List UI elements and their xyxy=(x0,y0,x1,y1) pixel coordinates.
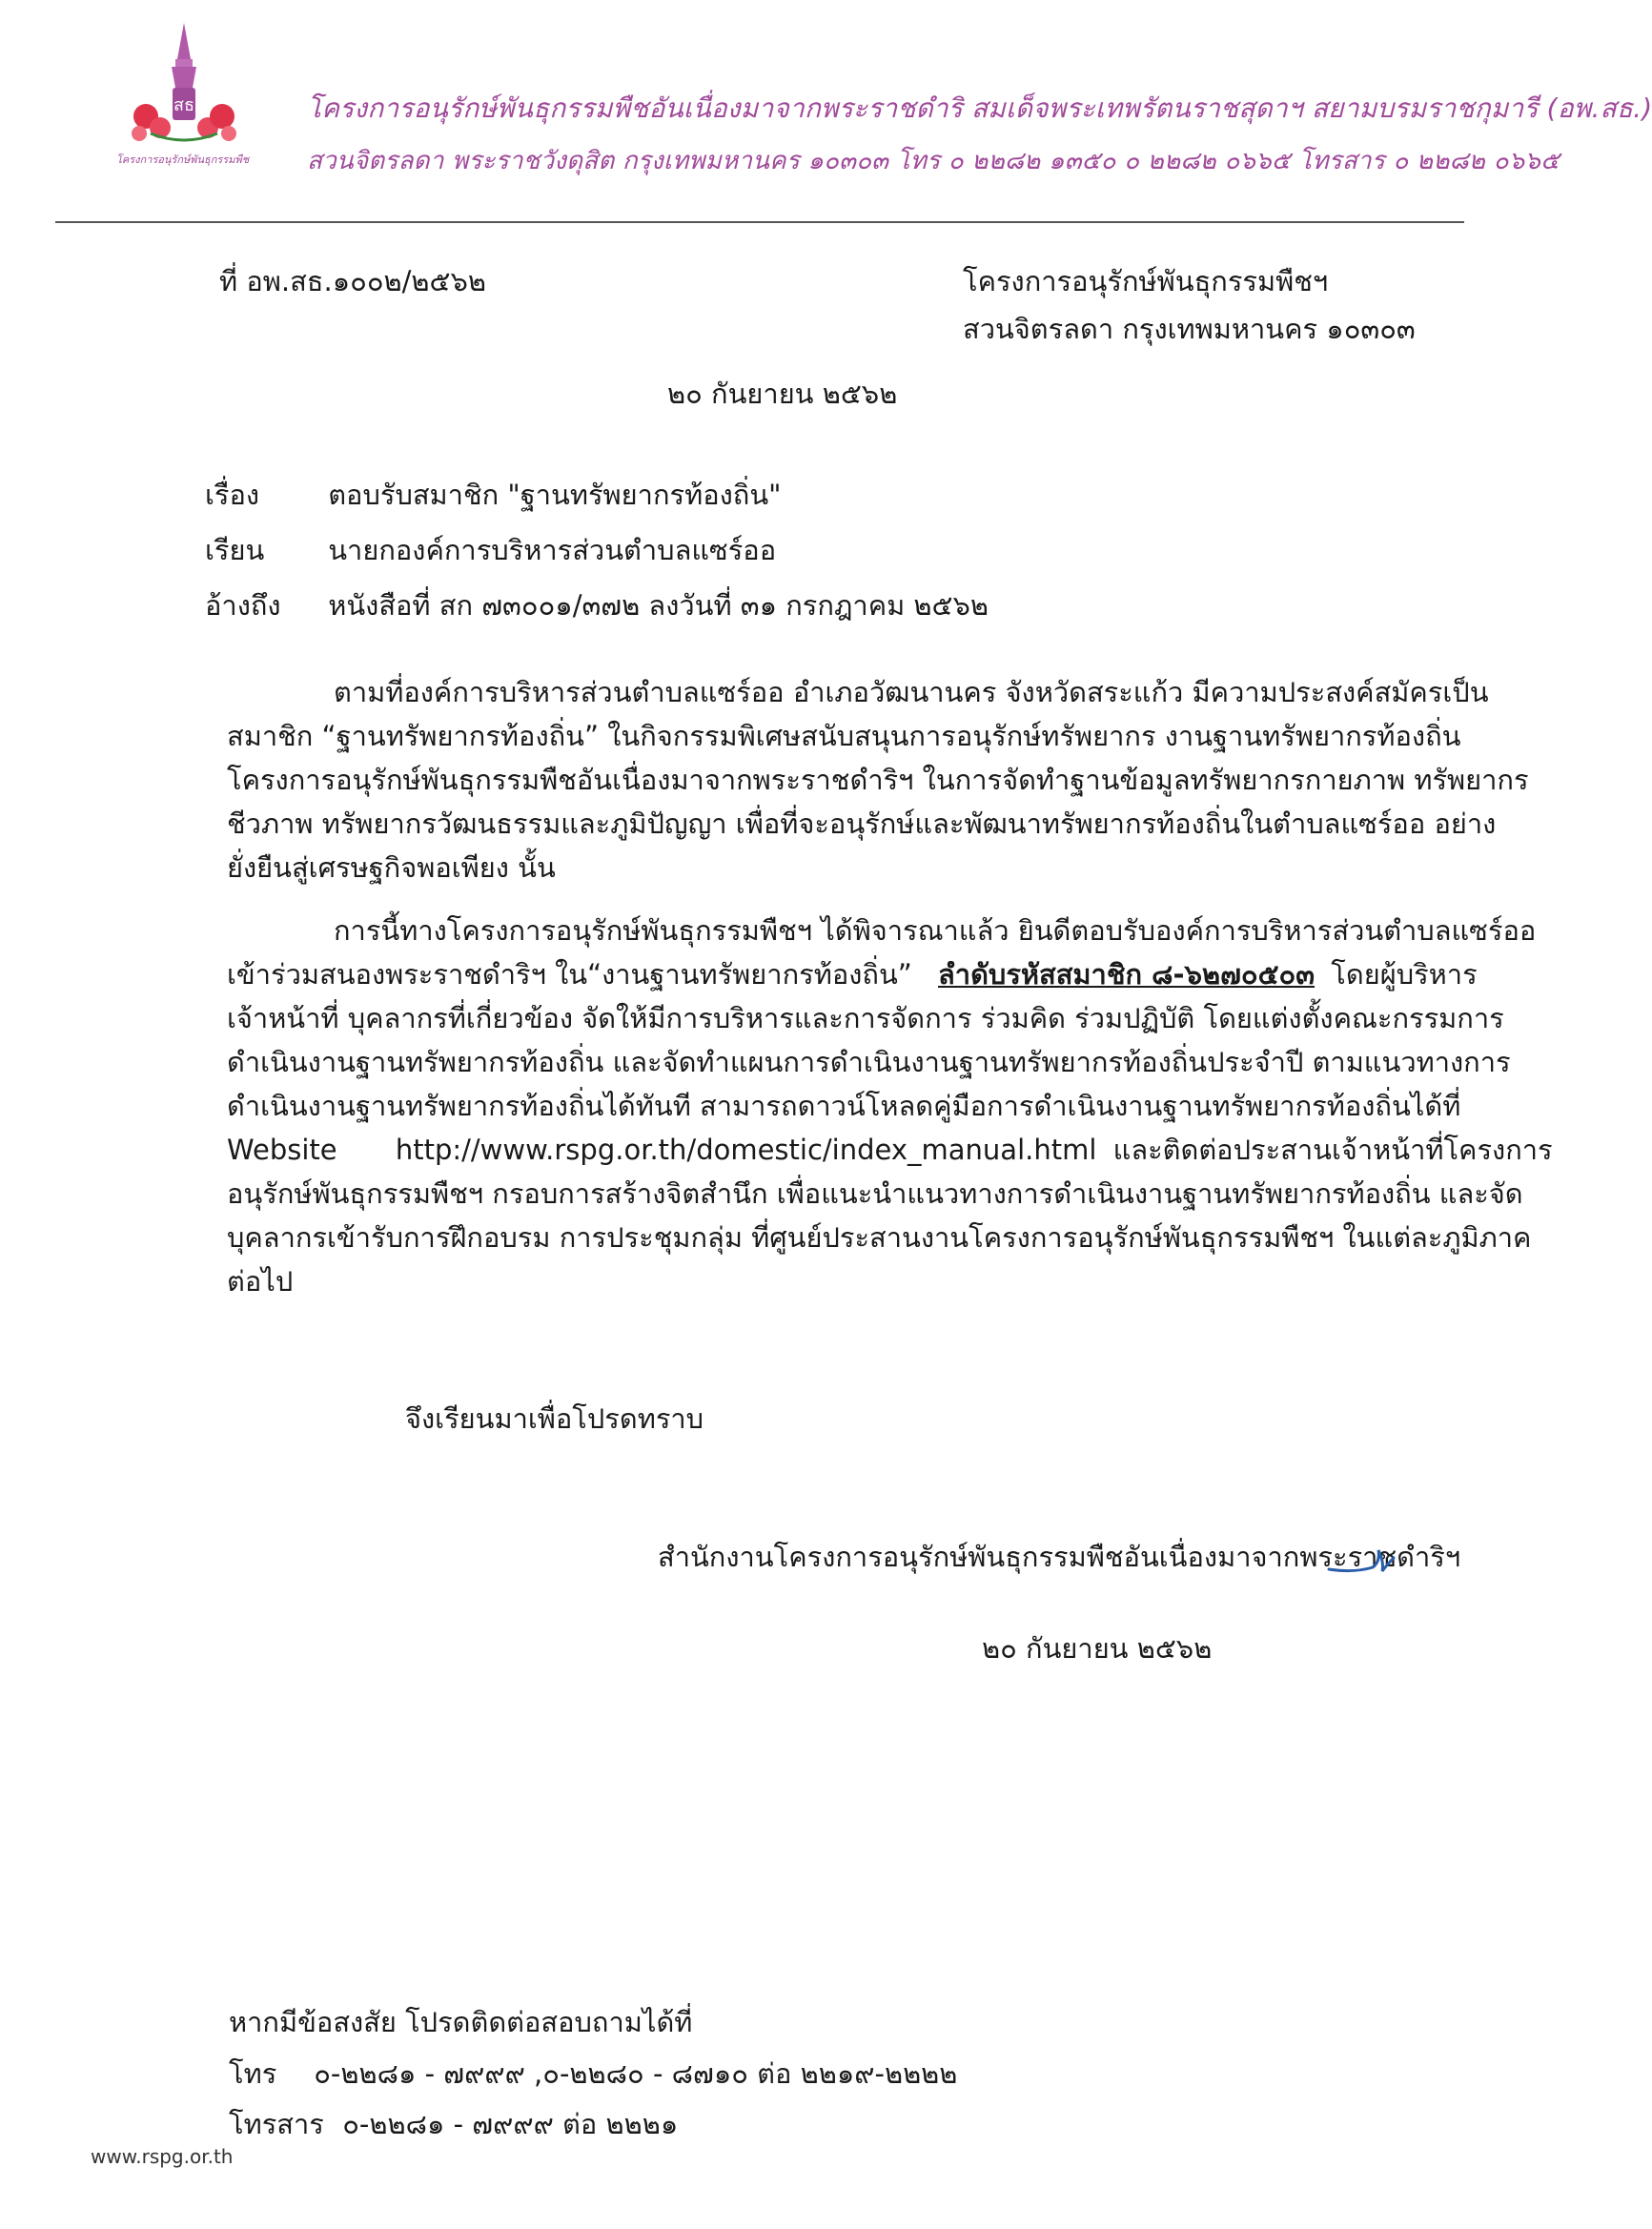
document-date: ๒๐ กันยายน ๒๕๖๒ xyxy=(667,378,898,410)
paragraph-line: เจ้าหน้าที่ บุคลากรที่เกี่ยวข้อง จัดให้มีการบริหารและการจัดการ ร่วมคิด ร่วมปฏิบัติ โดยแต่งตั้งคณะกรรมการ xyxy=(227,1002,1504,1034)
reference-row xyxy=(205,583,989,627)
paragraph-text: และติดต่อประสานเจ้าหน้าที่โครงการ xyxy=(1112,1134,1553,1166)
emblem-logo xyxy=(112,21,255,164)
recipient-text: นายกองค์การบริหารส่วนตำบลแซร์ออ xyxy=(328,534,777,566)
manual-download-link[interactable]: http://www.rspg.or.th/domestic/index_manual.html xyxy=(395,1134,1097,1166)
contact-phone-row xyxy=(229,2052,957,2096)
body-paragraph-2 xyxy=(227,909,1553,1303)
paragraph-text: เข้าร่วมสนองพระราชดำริฯ ใน“งานฐานทรัพยากรท้องถิ่น” xyxy=(227,958,912,991)
paragraph-line-website xyxy=(227,1128,1553,1172)
paragraph-line: ตามที่องค์การบริหารส่วนตำบลแซร์ออ อำเภอวัฒนานคร จังหวัดสระแก้ว มีความประสงค์สมัครเป็น xyxy=(334,676,1489,708)
recipient-label: เรียน xyxy=(205,534,265,566)
reference-text: หนังสือที่ สก ๗๓๐๐๑/๓๗๒ ลงวันที่ ๓๑ กรกฎาคม ๒๕๖๒ xyxy=(328,589,989,622)
paragraph-line: อนุรักษ์พันธุกรรมพืชฯ กรอบการสร้างจิตสำนึก เพื่อแนะนำแนวทางการดำเนินงานฐานทรัพยากรท้องถิ่น และจัด xyxy=(227,1177,1523,1210)
contact-heading: หากมีข้อสงสัย โปรดติดต่อสอบถามได้ที่ xyxy=(229,2006,693,2038)
footer-website[interactable]: www.rspg.or.th xyxy=(91,2145,234,2168)
sender-name: โครงการอนุรักษ์พันธุกรรมพืชฯ xyxy=(963,265,1329,297)
letterhead-org-line: โครงการอนุรักษ์พันธุกรรมพืชอันเนื่องมาจากพระราชดำริ สมเด็จพระเทพรัตนราชสุดาฯ สยามบรมราชกุมารี (อพ.สธ.) xyxy=(307,92,1652,124)
svg-text:สธ: สธ xyxy=(173,95,194,115)
fax-label: โทรสาร xyxy=(229,2108,324,2140)
paragraph-line: โครงการอนุรักษ์พันธุกรรมพืชอันเนื่องมาจากพระราชดำริฯ ในการจัดทำฐานข้อมูลทรัพยากรกายภาพ ทรัพยากร xyxy=(227,764,1529,796)
website-label: Website xyxy=(227,1134,337,1166)
sender-address: สวนจิตรลดา กรุงเทพมหานคร ๑๐๓๐๓ xyxy=(963,313,1416,345)
body-paragraph-1 xyxy=(227,670,1529,890)
recipient-row xyxy=(205,528,776,572)
letterhead-address-line: สวนจิตรลดา พระราชวังดุสิต กรุงเทพมหานคร ๑๐๓๐๓ โทร ๐ ๒๒๘๒ ๑๓๕๐ ๐ ๒๒๘๒ ๐๖๖๕ โทรสาร ๐ ๒๒๘๒ ๐๖๖๕ xyxy=(307,147,1560,175)
signature-office: สำนักงานโครงการอนุรักษ์พันธุกรรมพืชอันเนื่องมาจากพระราชดำริฯ xyxy=(658,1541,1461,1573)
emblem-caption: โครงการอนุรักษ์พันธุกรรมพืช xyxy=(116,153,250,166)
document-reference-number: ที่ อพ.สธ.๑๐๐๒/๒๕๖๒ xyxy=(219,265,486,297)
fax-number: ๐-๒๒๘๑ - ๗๙๙๙ ต่อ ๒๒๒๑ xyxy=(342,2108,679,2140)
signature-date: ๒๐ กันยายน ๒๕๖๒ xyxy=(982,1632,1213,1665)
paragraph-line-member-code xyxy=(227,952,1478,996)
subject-row xyxy=(205,473,782,517)
phone-label: โทร xyxy=(229,2057,277,2090)
signature-mark xyxy=(1325,1533,1401,1581)
paragraph-line: ชีวภาพ ทรัพยากรวัฒนธรรมและภูมิปัญญา เพื่อที่จะอนุรักษ์และพัฒนาทรัพยากรท้องถิ่นในตำบลแซร์ออ อย่าง xyxy=(227,808,1497,840)
paragraph-line: ยั่งยืนสู่เศรษฐกิจพอเพียง นั้น xyxy=(227,851,556,884)
paragraph-text: โดยผู้บริหาร xyxy=(1331,958,1478,991)
paragraph-line: ต่อไป xyxy=(227,1265,294,1298)
paragraph-line: การนี้ทางโครงการอนุรักษ์พันธุกรรมพืชฯ ได้พิจารณาแล้ว ยินดีตอบรับองค์การบริหารส่วนตำบลแซร์ออ xyxy=(334,914,1537,947)
paragraph-line: บุคลากรเข้ารับการฝึกอบรม การประชุมกลุ่ม ที่ศูนย์ประสานงานโครงการอนุรักษ์พันธุกรรมพืชฯ ในแต่ละภูมิภาค xyxy=(227,1221,1532,1254)
phone-numbers: ๐-๒๒๘๑ - ๗๙๙๙ ,๐-๒๒๘๐ - ๘๗๑๐ ต่อ ๒๒๑๙-๒๒๒๒ xyxy=(314,2057,958,2090)
subject-label: เรื่อง xyxy=(205,479,260,511)
paragraph-line: ดำเนินงานฐานทรัพยากรท้องถิ่น และจัดทำแผนการดำเนินงานฐานทรัพยากรท้องถิ่นประจำปี ตามแนวทางการ xyxy=(227,1046,1511,1078)
letterhead-divider xyxy=(55,221,1464,223)
reference-label: อ้างถึง xyxy=(205,589,281,622)
contact-fax-row xyxy=(229,2102,678,2146)
paragraph-line: สมาชิก “ฐานทรัพยากรท้องถิ่น” ในกิจกรรมพิเศษสนับสนุนการอนุรักษ์ทรัพยากร งานฐานทรัพยากรท้องถิ่น xyxy=(227,720,1461,752)
closing-line: จึงเรียนมาเพื่อโปรดทราบ xyxy=(405,1402,704,1435)
paragraph-line: ดำเนินงานฐานทรัพยากรท้องถิ่นได้ทันที สามารถดาวน์โหลดคู่มือการดำเนินงานฐานทรัพยากรท้องถิ่นได้ที่ xyxy=(227,1090,1461,1122)
member-code: ลำดับรหัสสมาชิก ๘-๖๒๗๐๕๐๓ xyxy=(938,958,1315,991)
subject-text: ตอบรับสมาชิก "ฐานทรัพยากรท้องถิ่น" xyxy=(328,479,782,511)
